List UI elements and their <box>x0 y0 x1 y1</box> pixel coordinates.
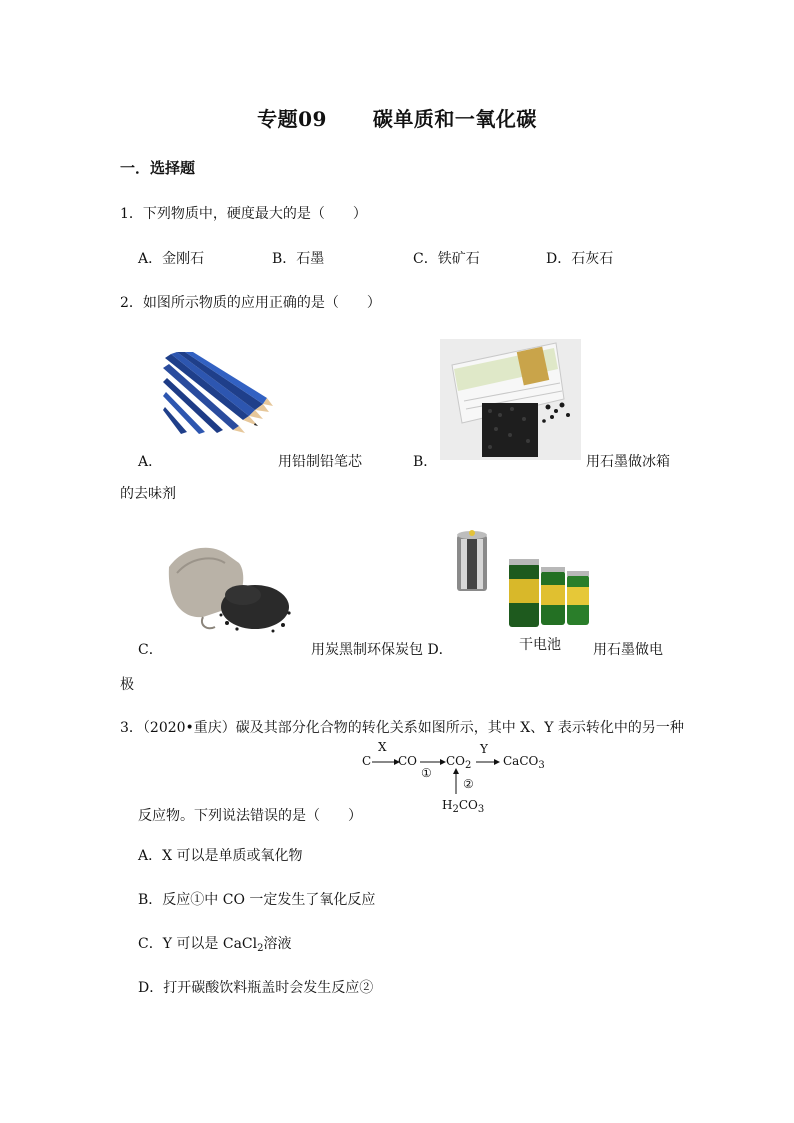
title-part2: 碳单质和一氧化碳 <box>372 107 537 131</box>
q1-stem: 1．下列物质中，硬度最大的是（ ） <box>120 206 367 222</box>
diagram-carbon: C <box>362 754 372 768</box>
q3-option-a: A．X 可以是单质或氧化物 <box>138 848 303 864</box>
battery-caption: 干电池 <box>519 637 561 653</box>
q3-option-c: C．Y 可以是 CaCl$_2$溶液 <box>138 936 292 954</box>
diagram-co: CO <box>398 754 418 768</box>
q1-option-c: C．铁矿石 <box>413 251 480 267</box>
q1-option-a: A．金刚石 <box>138 251 205 267</box>
q2-option-b-text: 用石墨做冰箱 <box>586 454 670 470</box>
diagram-reactant-y: Y <box>480 742 488 756</box>
diagram-reaction-1: ① <box>421 766 432 780</box>
dry-battery-image <box>453 529 593 633</box>
diagram-h2co3: $H_2CO_3$ <box>442 798 485 815</box>
q2-option-d-text: 用石墨做电 <box>593 642 663 658</box>
q2-option-d-continued: 极 <box>120 677 134 693</box>
fridge-deodorizer-image <box>440 339 581 460</box>
section-heading: 一．选择题 <box>120 159 196 177</box>
q1-option-b: B．石墨 <box>272 251 325 267</box>
diagram-reaction-2: ② <box>463 777 474 791</box>
diagram-reactant-x: X <box>378 740 387 754</box>
q2-option-a-label: A． <box>138 454 163 470</box>
page-title <box>0 103 794 132</box>
diagram-caco3: CaCO$_3$ <box>503 754 545 771</box>
q2-option-a-text: 用铅制铅笔芯 <box>278 454 362 470</box>
diagram-co2: $CO_2$ <box>446 754 472 771</box>
pencils-image <box>163 352 275 434</box>
q3-stem: 3．（2020•重庆）碳及其部分化合物的转化关系如图所示，其中 X、Y 表示转化中的另一种 <box>120 720 684 736</box>
q2-stem: 2．如图所示物质的应用正确的是（ ） <box>120 295 381 311</box>
q2-option-b-label: B． <box>413 454 438 470</box>
charcoal-bag-image <box>163 543 295 635</box>
q2-option-c-text: 用炭黑制环保炭包 D． <box>311 642 453 658</box>
conversion-diagram <box>360 740 550 816</box>
q3-option-b: B．反应①中 CO 一定发生了氧化反应 <box>138 892 376 908</box>
q1-option-d: D．石灰石 <box>546 251 614 267</box>
q3-option-d: D．打开碳酸饮料瓶盖时会发生反应② <box>138 980 374 996</box>
q2-option-c-label: C． <box>138 642 163 658</box>
q2-option-b-continued: 的去味剂 <box>120 486 176 502</box>
title-part1: 专题09 <box>257 107 327 131</box>
q3-stem-continued: 反应物。下列说法错误的是（ ） <box>138 808 362 824</box>
